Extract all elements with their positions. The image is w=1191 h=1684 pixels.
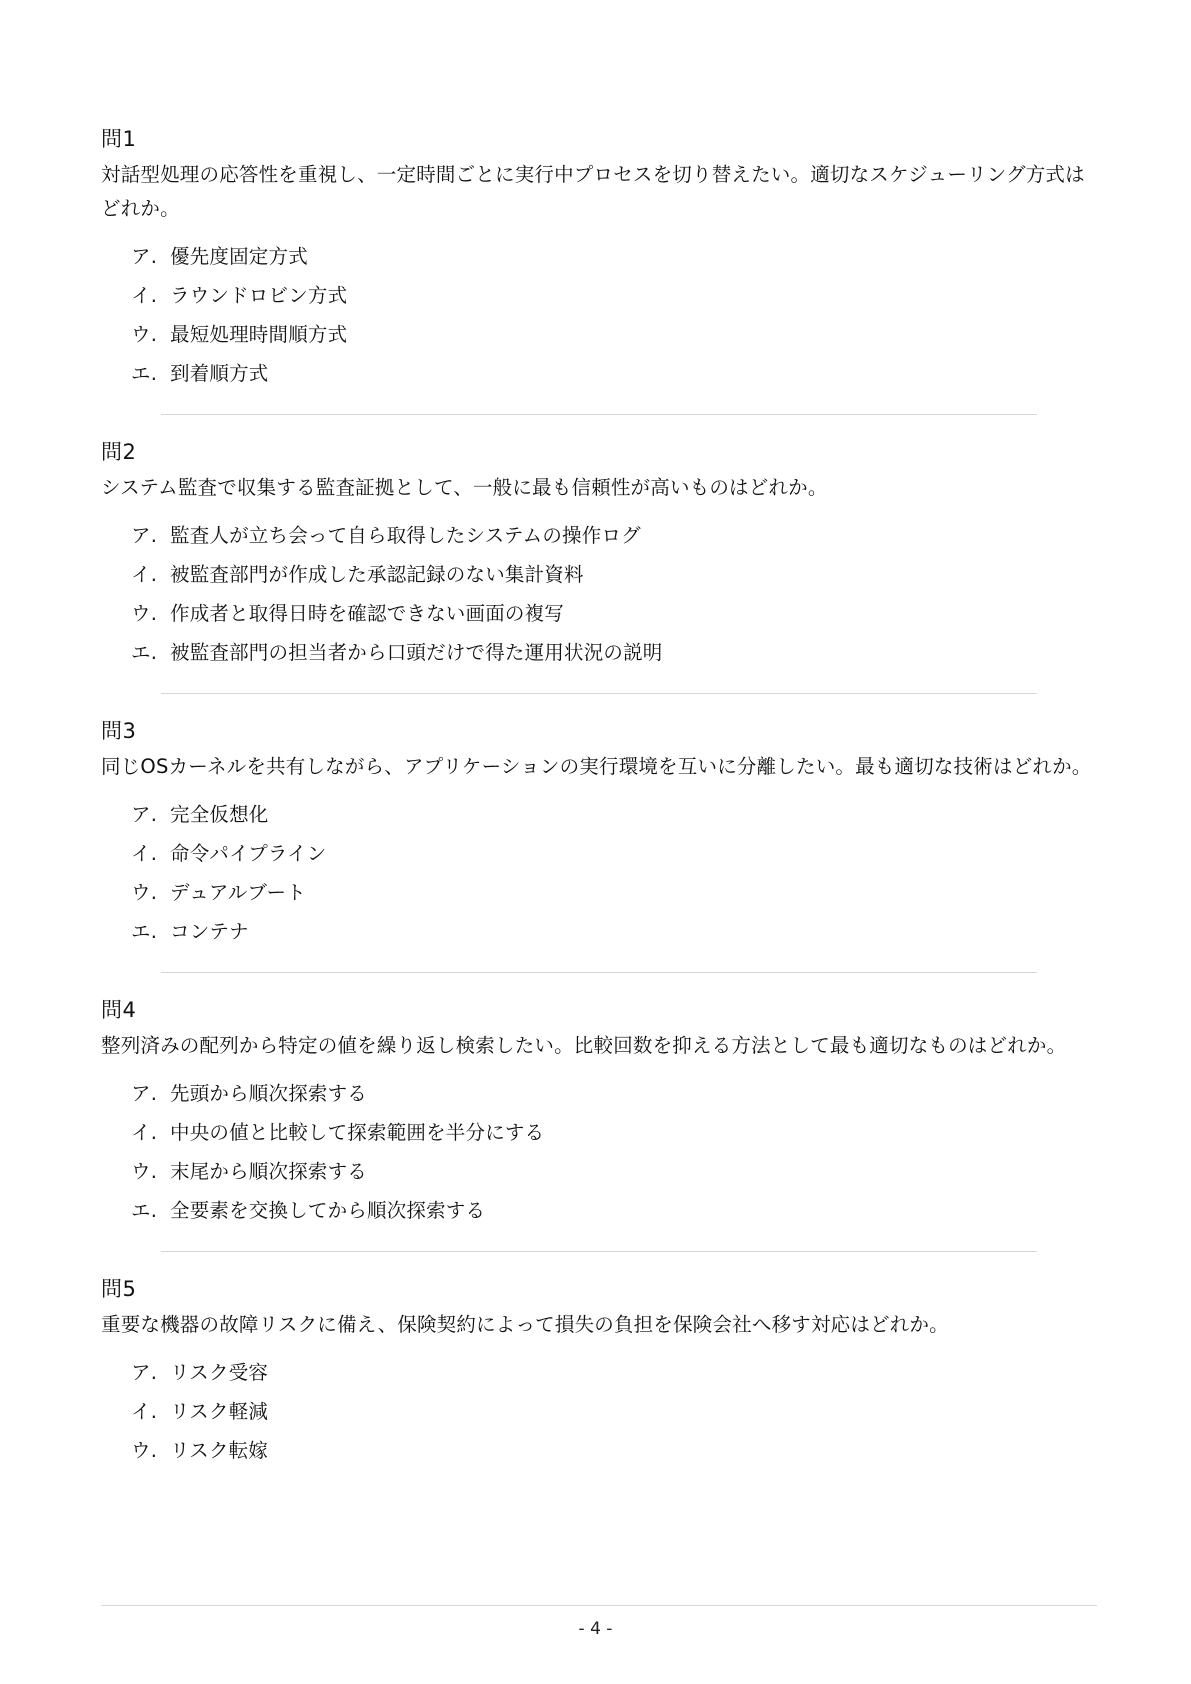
question-1 [101, 124, 1097, 393]
option-key: ウ. [131, 323, 158, 346]
option-u [131, 594, 1097, 633]
option-a [131, 516, 1097, 555]
option-e [131, 633, 1097, 672]
option-text: 命令パイプライン [170, 842, 327, 865]
option-list [101, 1074, 1097, 1230]
option-e [131, 354, 1097, 393]
question-label: 問4 [101, 998, 137, 1022]
question-text: システム監査で収集する監査証拠として、一般に最も信頼性が高いものはどれか。 [101, 476, 828, 499]
option-a [131, 795, 1097, 834]
question-text: 対話型処理の応答性を重視し、一定時間ごとに実行中プロセスを切り替えたい。適切なスケジューリング方式はどれか。 [101, 163, 1085, 220]
option-u [131, 873, 1097, 912]
option-i [131, 276, 1097, 315]
option-text: 末尾から順次探索する [170, 1160, 368, 1183]
option-a [131, 1353, 1097, 1392]
footer-divider [101, 1605, 1097, 1606]
option-text: 先頭から順次探索する [170, 1082, 368, 1105]
option-a [131, 1074, 1097, 1113]
option-key: エ. [131, 1199, 158, 1222]
option-text: 優先度固定方式 [170, 245, 308, 268]
option-key: イ. [131, 842, 158, 865]
option-text: リスク転嫁 [170, 1439, 269, 1462]
question-4 [101, 995, 1097, 1230]
option-list [101, 1353, 1097, 1470]
question-label: 問5 [101, 1277, 137, 1301]
option-text: リスク軽減 [170, 1400, 269, 1423]
option-text: 作成者と取得日時を確認できない画面の複写 [170, 602, 565, 625]
option-u [131, 1152, 1097, 1191]
option-e [131, 912, 1097, 951]
question-divider [161, 693, 1037, 694]
option-key: ア. [131, 245, 158, 268]
option-key: イ. [131, 1121, 158, 1144]
option-key: ウ. [131, 1160, 158, 1183]
option-list [101, 237, 1097, 393]
option-text: 到着順方式 [170, 362, 269, 385]
questions-container [101, 124, 1097, 1470]
question-text: 重要な機器の故障リスクに備え、保険契約によって損失の負担を保険会社へ移す対応はどれか。 [101, 1313, 949, 1336]
option-key: イ. [131, 284, 158, 307]
question-label: 問1 [101, 127, 137, 151]
option-text: デュアルブート [170, 881, 306, 904]
option-key: ウ. [131, 881, 158, 904]
option-key: ア. [131, 1082, 158, 1105]
option-text: 全要素を交換してから順次探索する [170, 1199, 486, 1222]
option-text: 監査人が立ち会って自ら取得したシステムの操作ログ [170, 524, 641, 547]
option-i [131, 1113, 1097, 1152]
option-key: ア. [131, 803, 158, 826]
option-key: エ. [131, 362, 158, 385]
option-text: 完全仮想化 [170, 803, 269, 826]
question-divider [161, 414, 1037, 415]
page-number: - 4 - [578, 1619, 613, 1639]
question-2 [101, 437, 1097, 672]
option-key: ア. [131, 1361, 158, 1384]
option-text: 最短処理時間順方式 [170, 323, 348, 346]
question-divider [161, 972, 1037, 973]
question-3 [101, 716, 1097, 951]
option-i [131, 555, 1097, 594]
option-key: ア. [131, 524, 158, 547]
option-text: 被監査部門の担当者から口頭だけで得た運用状況の説明 [170, 641, 663, 664]
option-list [101, 516, 1097, 672]
option-text: リスク受容 [170, 1361, 269, 1384]
option-key: ウ. [131, 602, 158, 625]
option-key: イ. [131, 563, 158, 586]
option-text: 被監査部門が作成した承認記録のない集計資料 [170, 563, 584, 586]
option-e [131, 1191, 1097, 1230]
option-key: エ. [131, 920, 158, 943]
option-u [131, 1431, 1097, 1470]
option-i [131, 834, 1097, 873]
option-key: イ. [131, 1400, 158, 1423]
option-key: エ. [131, 641, 158, 664]
question-label: 問2 [101, 440, 137, 464]
option-list [101, 795, 1097, 951]
option-text: コンテナ [170, 920, 249, 943]
question-text: 同じOSカーネルを共有しながら、アプリケーションの実行環境を互いに分離したい。最も適切な技術はどれか。 [101, 755, 1092, 778]
option-text: ラウンドロビン方式 [170, 284, 348, 307]
question-text: 整列済みの配列から特定の値を繰り返し検索したい。比較回数を抑える方法として最も適切なものはどれか。 [101, 1034, 1067, 1057]
question-5 [101, 1274, 1097, 1470]
question-divider [161, 1251, 1037, 1252]
option-a [131, 237, 1097, 276]
option-key: ウ. [131, 1439, 158, 1462]
option-u [131, 315, 1097, 354]
question-label: 問3 [101, 719, 137, 743]
option-i [131, 1392, 1097, 1431]
option-text: 中央の値と比較して探索範囲を半分にする [170, 1121, 545, 1144]
